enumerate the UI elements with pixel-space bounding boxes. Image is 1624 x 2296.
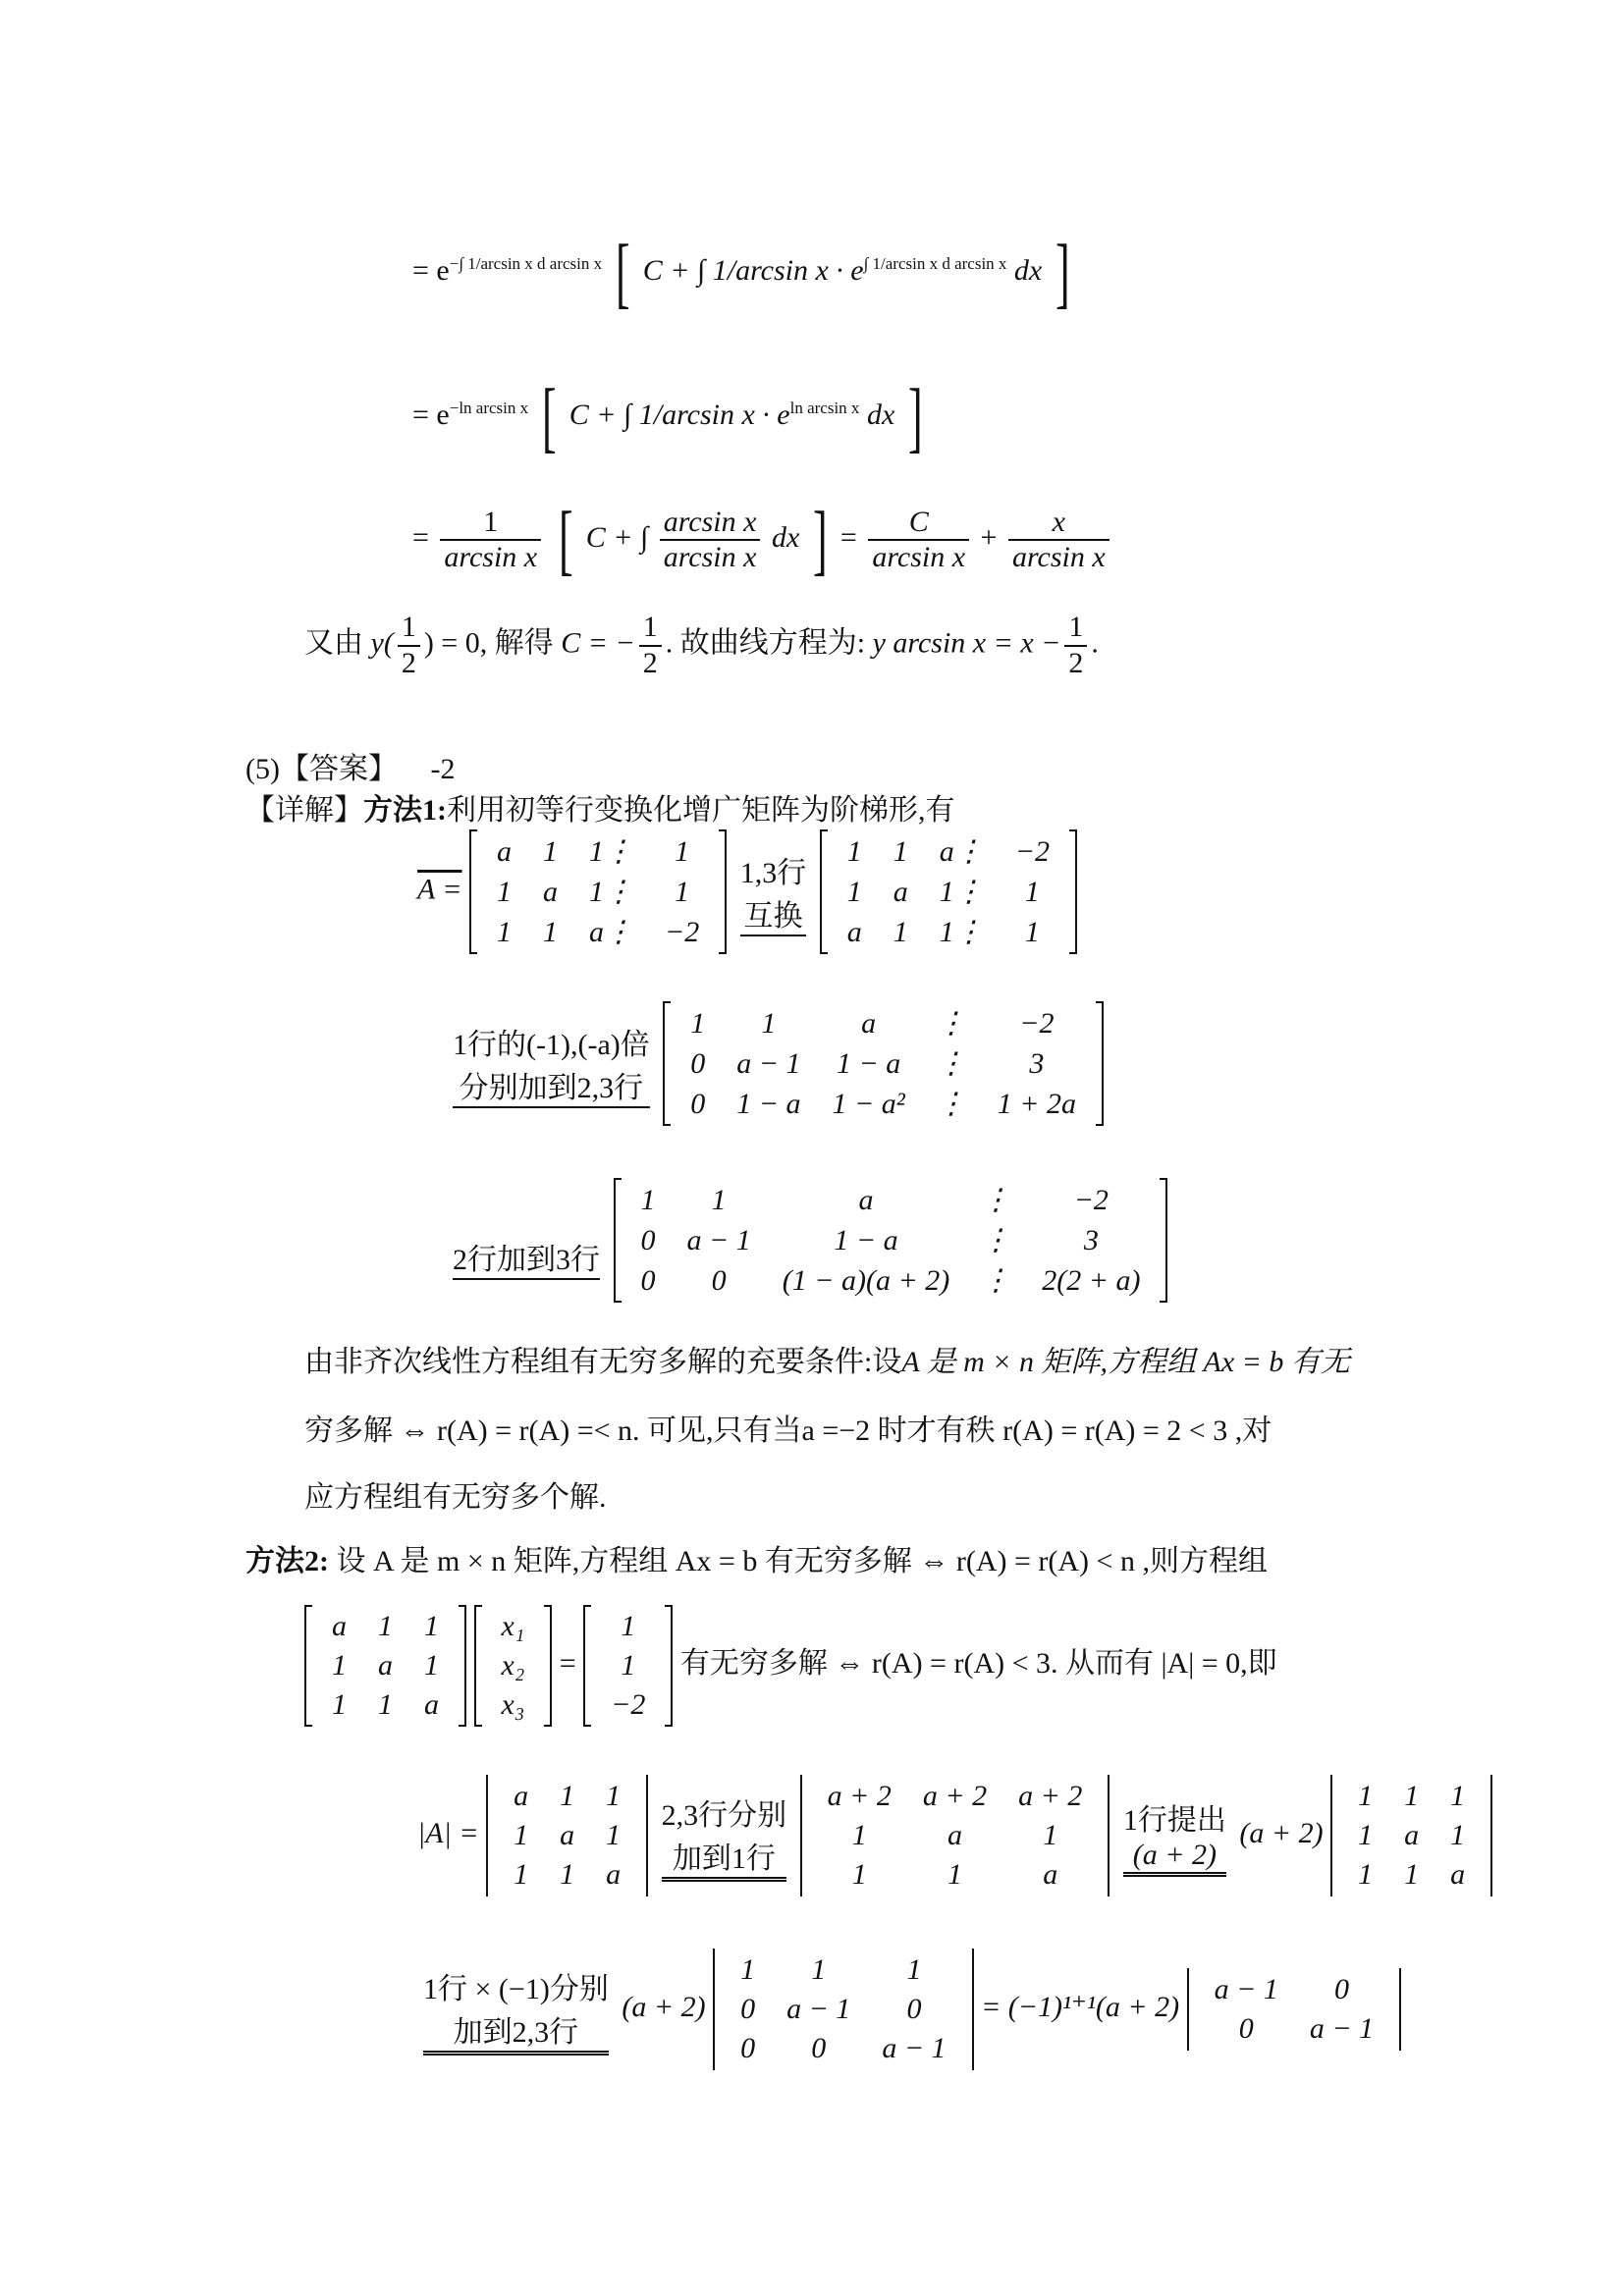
matrix-cell: 1⋮: [589, 876, 634, 908]
abar-label: A =: [417, 873, 462, 906]
matrix-cell: ⋮: [936, 1088, 966, 1120]
matrix-cell: 1: [1358, 1858, 1374, 1891]
matrix-cell: 0: [811, 2032, 827, 2064]
matrix-row: [481, 912, 715, 952]
matrix-row: [316, 1685, 455, 1725]
det-d2: [1330, 1775, 1492, 1896]
matrix-cell: ⋮: [936, 1047, 966, 1080]
matrix-cell: 1 − a²: [832, 1087, 905, 1120]
matrix-cell: 1: [543, 834, 559, 868]
matrix-step3: [447, 1178, 1167, 1303]
matrix-cell: x₂: [501, 1649, 525, 1682]
matrix-m2: [663, 1001, 1104, 1126]
matrix-cell: ⋮: [981, 1264, 1011, 1297]
para1: [304, 1337, 1350, 1380]
matrix-row: [595, 1685, 661, 1725]
eq1-body: C + ∫ 1/arcsin x · e: [642, 253, 864, 287]
matrix-cell: ⋮: [981, 1184, 1011, 1216]
detA-label: |A| =: [417, 1816, 479, 1849]
linear-system: [304, 1605, 1277, 1727]
matrix-cell: 1: [514, 1819, 529, 1851]
eq1-exponent: −∫ 1/arcsin x d arcsin x: [449, 253, 603, 273]
matrix-cell: 1: [332, 1688, 347, 1721]
eq1-exponent2: ∫ 1/arcsin x d arcsin x: [863, 253, 1007, 273]
matrix-row: [498, 1816, 636, 1855]
matrix-cell: a: [606, 1858, 622, 1891]
matrix-cell: 0: [690, 1046, 706, 1080]
det-d0: [486, 1775, 648, 1896]
matrix-cell: a: [424, 1688, 439, 1721]
matrix-cell: 1: [332, 1649, 347, 1682]
answer-label: (5)【答案】: [245, 753, 398, 785]
matrix-cell: 1 + 2a: [997, 1087, 1077, 1120]
matrix-cell: 1: [378, 1688, 393, 1721]
matrix-cell: a: [514, 1780, 529, 1812]
matrix-cell: 1: [947, 1858, 962, 1891]
matrix-cell: a − 1: [736, 1046, 801, 1080]
matrix-cell: a: [846, 915, 862, 948]
matrix-cell: a⋮: [589, 916, 634, 948]
matrix-row: [481, 872, 715, 912]
matrix-cell: 1: [690, 1006, 706, 1040]
matrix-cell: 1: [906, 1953, 922, 1986]
matrix-cell: 1: [1404, 1780, 1420, 1812]
matrix-row: [498, 1855, 636, 1895]
matrix-cell: 3: [1029, 1046, 1045, 1080]
dop1-label: 2,3行分别 加到1行: [662, 1790, 787, 1882]
matrix-row: [832, 912, 1065, 952]
eq2-body: C + ∫ 1/arcsin x · e: [568, 398, 790, 431]
matrix-cell: 1: [560, 1858, 575, 1891]
matrix-sysA: [304, 1605, 466, 1727]
matrix-cell: 1: [846, 834, 862, 868]
matrix-cell: 0: [690, 1087, 706, 1120]
matrix-row: [1199, 1970, 1390, 2009]
matrix-cell: a: [947, 1819, 962, 1851]
matrix-cell: 1: [606, 1819, 622, 1851]
matrix-cell: −2: [1014, 834, 1051, 868]
para2-b: . 可见,只有当a =−2 时才有秩 r(A) = r(A) = 2 < 3 ,对: [632, 1415, 1272, 1447]
matrix-row: [481, 831, 715, 872]
matrix-cell: −2: [665, 915, 700, 948]
matrix-cell: ⋮: [936, 1007, 966, 1040]
matrix-cell: 1: [761, 1006, 777, 1040]
matrix-cell: 1: [640, 1183, 656, 1216]
matrix-cell: −2: [611, 1688, 646, 1721]
matrix-cell: 1⋮: [939, 876, 984, 908]
matrix-cell: 1: [1450, 1780, 1466, 1812]
matrix-row: [812, 1777, 1099, 1816]
matrix-row: [486, 1685, 541, 1725]
matrix-cell: 1: [811, 1953, 827, 1986]
solution-conclusion: [304, 611, 1099, 680]
matrix-cell: 1: [675, 834, 690, 868]
matrix-cell: 1: [1024, 915, 1040, 948]
matrix-cell: 1: [1358, 1819, 1374, 1851]
solution-eq3: = $\frac{1}{\text{arcsin x}}$ [ C + ∫ $\frac{\text{arcsin x}}{\text{arcsin x}}$ dx ] = $\frac{C}{\text{arcsin x}}$ + $\frac{x}{\text{arcsin x}}$: [412, 501, 1113, 579]
det-step2: [417, 1949, 1401, 2070]
matrix-cell: a + 2: [922, 1780, 988, 1812]
matrix-cell: 1: [378, 1610, 393, 1642]
matrix-row: [595, 1607, 661, 1646]
para2-a: 穷多解 ⇔ r(A) = r(A) =< n: [304, 1415, 633, 1447]
matrix-cell: 1 − a: [837, 1046, 901, 1080]
answer-value: -2: [430, 753, 456, 785]
matrix-cell: a + 2: [1018, 1780, 1083, 1812]
method2-label: 方法2:: [245, 1545, 329, 1577]
matrix-cell: 1: [621, 1649, 636, 1682]
matrix-row: [625, 1220, 1157, 1260]
sys-text: 有无穷多解 ⇔ r(A) = r(A) < 3. 从而有 |A| = 0,即: [679, 1646, 1277, 1680]
matrix-cell: 0: [640, 1263, 656, 1297]
matrix-m0: [469, 829, 727, 954]
dop2-label: 1行提出 (a + 2): [1123, 1795, 1226, 1877]
matrix-row: [832, 872, 1065, 912]
matrix-row: [725, 1990, 962, 2029]
op1-label: 1,3行 互换: [740, 848, 807, 936]
q5-answer: [245, 744, 455, 787]
eq3-frac4: $\frac{x}{\text{arcsin x}}$: [1008, 506, 1110, 575]
matrix-row: [316, 1646, 455, 1685]
matrix-cell: a: [332, 1610, 347, 1642]
conclusion-t3: ) = 0, 解得: [423, 626, 554, 660]
matrix-cell: 1: [497, 915, 513, 948]
conclusion-t7: .: [1091, 626, 1099, 660]
det-d1: [800, 1775, 1110, 1896]
matrix-cell: a: [497, 834, 513, 868]
matrix-cell: a: [1450, 1858, 1466, 1891]
matrix-cell: 1: [851, 1858, 867, 1891]
eq3-frac2: $\frac{\text{arcsin x}}{\text{arcsin x}}$: [660, 506, 761, 575]
eq3-equals: =: [839, 520, 857, 554]
eq2-tail: dx: [866, 398, 895, 431]
matrix-cell: a: [560, 1819, 575, 1851]
matrix-cell: 0: [1238, 2012, 1254, 2045]
matrix-cell: 0: [740, 1993, 756, 2025]
matrix-row: [1342, 1777, 1481, 1816]
eq2-exponent: −ln arcsin x: [449, 398, 529, 417]
matrix-row: [812, 1855, 1099, 1895]
matrix-cell: 3: [1083, 1223, 1099, 1256]
dop3-label: 1行 × (−1)分别 加到2,3行: [423, 1964, 609, 2056]
matrix-cell: x₃: [501, 1688, 525, 1721]
matrix-row: [498, 1777, 636, 1816]
eq3-tail: dx: [771, 520, 800, 554]
matrix-cell: a: [543, 875, 559, 908]
matrix-cell: 1: [621, 1610, 636, 1642]
matrix-cell: 0: [711, 1263, 727, 1297]
matrix-cell: 1: [1024, 875, 1040, 908]
det-d4: [1187, 1968, 1402, 2051]
matrix-cell: 1: [514, 1858, 529, 1891]
matrix-cell: 1: [1450, 1819, 1466, 1851]
conclusion-t1: 又由: [304, 626, 363, 660]
matrix-cell: 1: [1358, 1780, 1374, 1812]
conclusion-half2: $\frac{1}{2}$: [639, 611, 662, 680]
matrix-row: [725, 2029, 962, 2068]
matrix-row: [1342, 1816, 1481, 1855]
matrix-cell: a − 1: [786, 1993, 851, 2025]
matrix-cell: a: [893, 875, 908, 908]
q5-detail-heading: [245, 785, 955, 828]
conclusion-half1: $\frac{1}{2}$: [398, 611, 420, 680]
det-step1: [417, 1775, 1492, 1896]
para1-b: A 是 m × n 矩阵,方程组 Ax = b 有无: [901, 1346, 1350, 1378]
matrix-cell: 0: [906, 1993, 922, 2025]
matrix-cell: 1 − a: [834, 1223, 898, 1256]
matrix-sysX: [474, 1605, 553, 1727]
matrix-row: [316, 1607, 455, 1646]
matrix-cell: a: [1043, 1858, 1058, 1891]
matrix-cell: 1: [543, 915, 559, 948]
det-d3: [713, 1949, 974, 2070]
augmented-matrix-row: [417, 829, 1077, 954]
matrix-row: [725, 1950, 962, 1990]
para3: [304, 1472, 607, 1516]
matrix-cell: 0: [1333, 1973, 1349, 2005]
conclusion-t4: C = −: [561, 626, 635, 660]
op3-label: 2行加到3行: [453, 1201, 600, 1280]
matrix-row: [675, 1084, 1092, 1124]
matrix-cell: 1: [711, 1183, 727, 1216]
matrix-cell: −2: [1073, 1183, 1109, 1216]
matrix-row: [675, 1003, 1092, 1043]
matrix-cell: 1: [740, 1953, 756, 1986]
matrix-cell: 1: [893, 834, 908, 868]
conclusion-half3: $\frac{1}{2}$: [1064, 611, 1087, 680]
method1-text: 利用初等行变换化增广矩阵为阶梯形,有: [447, 794, 955, 827]
matrix-row: [675, 1043, 1092, 1084]
para2: [304, 1406, 1272, 1449]
detail-label: 【详解】: [245, 794, 363, 827]
matrix-cell: 1: [1404, 1858, 1420, 1891]
matrix-cell: 1: [606, 1780, 622, 1812]
matrix-cell: 1: [424, 1649, 439, 1682]
eq2-lead: = e: [412, 398, 450, 431]
eq3-inner: C + ∫: [585, 520, 649, 554]
matrix-cell: 1: [893, 915, 908, 948]
matrix-cell: a: [861, 1006, 877, 1040]
conclusion-t6: y arcsin x = x −: [872, 626, 1061, 660]
matrix-sysB: [583, 1605, 673, 1727]
para1-a: 由非齐次线性方程组有无穷多解的充要条件:设: [304, 1346, 902, 1378]
matrix-row: [1342, 1855, 1481, 1895]
eq1-tail: dx: [1013, 253, 1043, 287]
matrix-cell: 1 − a: [736, 1087, 801, 1120]
matrix-row: [625, 1180, 1157, 1220]
method2: [245, 1536, 1268, 1579]
matrix-m1: [820, 829, 1077, 954]
matrix-m3: [614, 1178, 1168, 1303]
matrix-cell: 1: [424, 1610, 439, 1642]
eq3-plus: +: [980, 520, 998, 554]
matrix-cell: a⋮: [939, 835, 984, 868]
matrix-cell: x₁: [501, 1610, 525, 1642]
conclusion-t2: y(: [370, 626, 394, 660]
matrix-cell: 1⋮: [939, 916, 984, 948]
d4-text: = (−1)¹⁺¹(a + 2): [981, 1990, 1180, 2023]
matrix-cell: a − 1: [1214, 1973, 1278, 2005]
matrix-cell: a: [858, 1183, 874, 1216]
para3-text: 应方程组有无穷多个解.: [304, 1481, 607, 1514]
solution-eq1: = $e^{-\int 1/arcsin x d arcsin x}$ [ C + ∫ 1/arcsin $x \cdot e^{\int 1/arcsin x d arcsin x}$ dx ]: [412, 230, 1070, 316]
matrix-cell: 1: [497, 875, 513, 908]
matrix-cell: 1⋮: [589, 835, 634, 868]
matrix-cell: a − 1: [686, 1223, 751, 1256]
matrix-cell: (1 − a)(a + 2): [782, 1263, 950, 1297]
matrix-row: [625, 1260, 1157, 1301]
matrix-cell: a + 2: [827, 1780, 892, 1812]
matrix-cell: 1: [560, 1780, 575, 1812]
matrix-row: [595, 1646, 661, 1685]
matrix-step2: [447, 1001, 1104, 1126]
eq1-lead: = e: [412, 253, 450, 287]
op2-label: 1行的(-1),(-a)倍 分别加到2,3行: [453, 1020, 650, 1108]
matrix-cell: 1: [1043, 1819, 1058, 1851]
matrix-cell: a: [378, 1649, 393, 1682]
matrix-row: [812, 1816, 1099, 1855]
matrix-row: [1199, 2009, 1390, 2049]
method2-text: 设 A 是 m × n 矩阵,方程组 Ax = b 有无穷多解 ⇔ r(A) = r(A) < n ,则方程组: [336, 1545, 1268, 1577]
matrix-row: [486, 1646, 541, 1685]
matrix-cell: a − 1: [1309, 2012, 1375, 2045]
conclusion-t5: . 故曲线方程为:: [665, 626, 866, 660]
matrix-cell: 1: [846, 875, 862, 908]
matrix-cell: 2(2 + a): [1042, 1263, 1141, 1297]
matrix-cell: a − 1: [882, 2032, 947, 2064]
eq3-lead: =: [412, 520, 429, 554]
method1-label: 方法1:: [363, 794, 447, 827]
matrix-cell: 1: [675, 875, 690, 908]
sys-equals: =: [559, 1646, 576, 1680]
d2-factor: (a + 2): [1239, 1816, 1324, 1849]
eq3-frac1: $\frac{1}{\text{arcsin x}}$: [440, 506, 541, 575]
matrix-cell: −2: [1019, 1006, 1055, 1040]
d3-factor: (a + 2): [622, 1990, 706, 2023]
matrix-cell: 1: [851, 1819, 867, 1851]
matrix-row: [486, 1607, 541, 1646]
eq2-exponent2: ln arcsin x: [789, 398, 860, 417]
matrix-cell: 0: [740, 2032, 756, 2064]
matrix-cell: 0: [640, 1223, 656, 1256]
matrix-cell: a: [1404, 1819, 1420, 1851]
eq3-frac3: $\frac{C}{\text{arcsin x}}$: [868, 506, 969, 575]
matrix-row: [832, 831, 1065, 872]
matrix-cell: ⋮: [981, 1224, 1011, 1256]
solution-eq2: = $e^{-ln arcsin x}$ [ C + ∫ 1/arcsin $x \cdot e^{ln arcsin x}$ dx ]: [412, 374, 923, 460]
